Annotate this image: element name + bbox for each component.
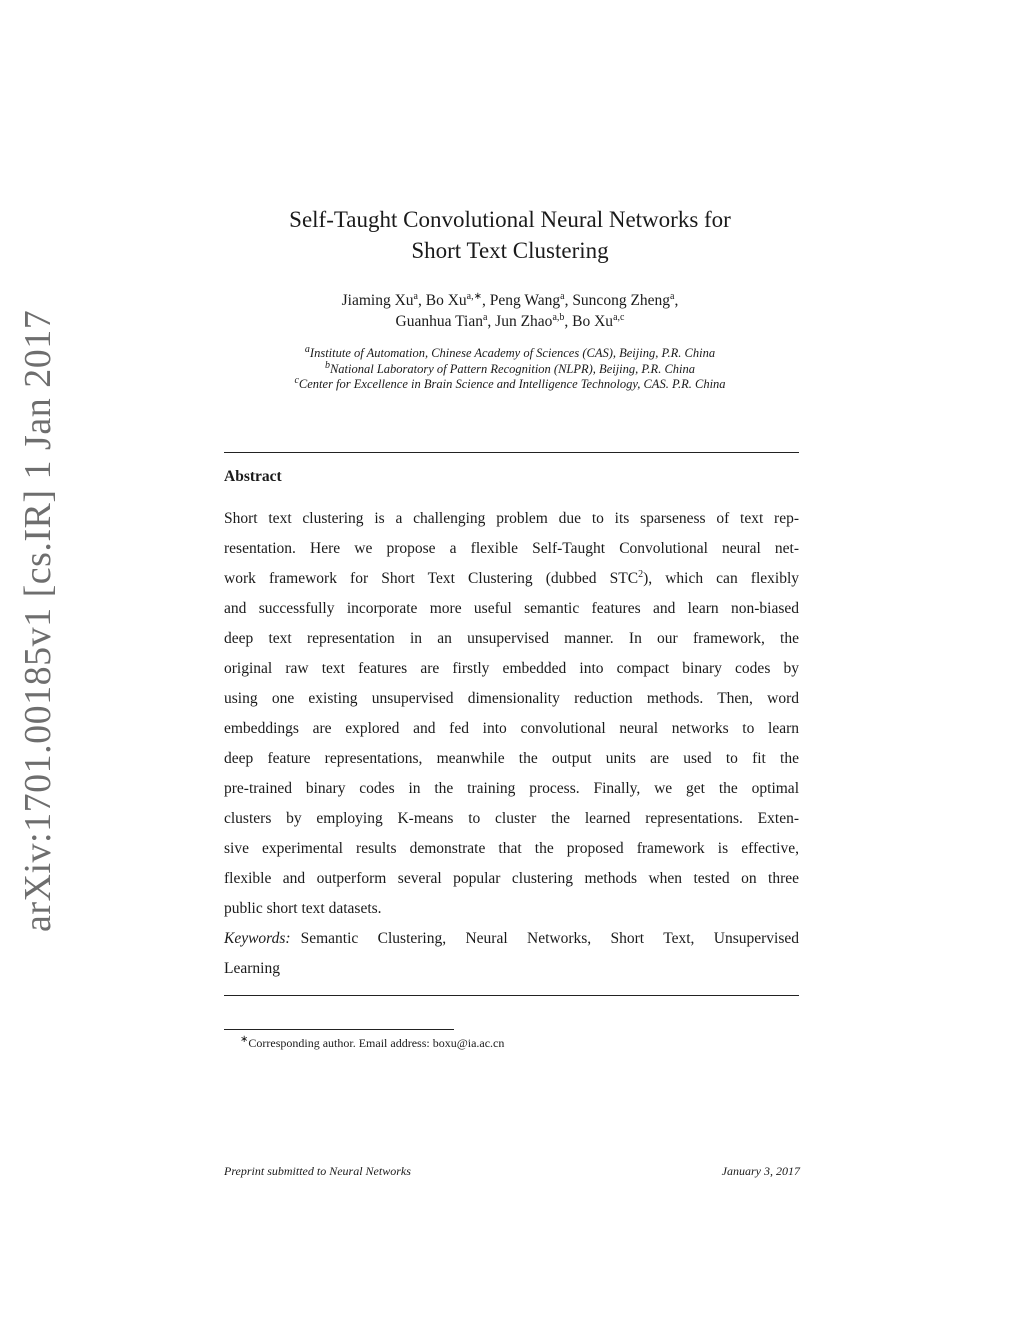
abstract-line: embeddings are explored and fed into convolutional neural networks to learn (224, 720, 799, 737)
abstract-line-text: work framework for Short Text Clustering (dubbed STC (224, 570, 639, 587)
affiliation-text: Institute of Automation, Chinese Academy of Sciences (CAS), Beijing, P.R. China (309, 346, 716, 360)
author-affil-sup: a,∗ (466, 290, 482, 302)
author-name: Bo Xu (572, 313, 614, 330)
preprint-note: Preprint submitted to Neural Networks (224, 1164, 411, 1178)
affiliation-text: National Laboratory of Pattern Recognition (NLPR), Beijing, P.R. China (329, 361, 696, 376)
abstract-line-text: ), which can flexibly (643, 570, 799, 587)
keywords-line: Learning (224, 960, 280, 977)
author-affil-sup: a,c (613, 311, 625, 323)
author-name: Guanhua Tian (395, 313, 483, 330)
abstract-bottom-rule (224, 995, 799, 996)
footnote-marker: ∗ (240, 1034, 249, 1045)
author-separator: , (674, 292, 679, 309)
affiliation-item (180, 374, 840, 393)
preprint-date: January 3, 2017 (721, 1164, 800, 1178)
abstract-line: clusters by employing K-means to cluster the learned representations. Exten- (224, 810, 799, 827)
affiliation-list (180, 343, 840, 393)
author-separator: , (417, 292, 426, 309)
paper-title (200, 204, 820, 266)
affiliation-text: Center for Excellence in Brain Science and Intelligence Technology, CAS. P.R. China (298, 377, 726, 391)
keywords-text: Semantic Clustering, Neural Networks, Short Text, Unsupervised (300, 930, 799, 947)
keywords-label: Keywords: (224, 930, 291, 947)
author-name: Jun Zhao (495, 313, 553, 330)
affiliation-sup: c (294, 374, 299, 386)
author-affil-sup: a (670, 290, 675, 302)
author-separator: , (481, 292, 490, 309)
affiliation-item (180, 359, 840, 378)
author-separator: , (564, 313, 573, 330)
author-list (200, 290, 820, 332)
abstract-line: using one existing unsupervised dimensionality reduction methods. Then, word (224, 690, 799, 707)
author-name: Suncong Zheng (572, 292, 671, 309)
abstract-line: deep feature representations, meanwhile the output units are used to fit the (224, 750, 799, 767)
footnote-text: Corresponding author. Email address: boxu@ia.ac.cn (248, 1036, 505, 1050)
abstract-body (224, 504, 799, 984)
author-line-2 (200, 311, 820, 332)
abstract-line: flexible and outperform several popular clustering methods when tested on three (224, 870, 799, 887)
abstract-line: deep text representation in an unsupervised manner. In our framework, the (224, 630, 799, 647)
abstract-line (224, 564, 799, 594)
author-separator: , (564, 292, 573, 309)
stc-superscript: 2 (638, 568, 644, 580)
abstract-line: original raw text features are firstly embedded into compact binary codes by (224, 660, 799, 677)
author-affil-sup: a (482, 311, 488, 323)
abstract-line: and successfully incorporate more useful semantic features and learn non-biased (224, 600, 799, 617)
author-affil-sup: a,b (552, 311, 565, 323)
abstract-line: sive experimental results demonstrate that the proposed framework is effective, (224, 840, 799, 857)
author-line-1 (200, 290, 820, 311)
abstract-line: public short text datasets. (224, 900, 382, 917)
footnote-rule (224, 1029, 454, 1030)
author-affil-sup: a (560, 290, 565, 302)
author-name: Peng Wang (489, 292, 561, 309)
arxiv-side-stamp: arXiv:1701.00185v1 [cs.IR] 1 Jan 2017 (17, 309, 59, 932)
corresponding-author-footnote (240, 1036, 504, 1051)
author-name: Jiaming Xu (341, 292, 414, 309)
abstract-line: pre-trained binary codes in the training process. Finally, we get the optimal (224, 780, 799, 797)
title-line-2: Short Text Clustering (411, 238, 609, 263)
author-separator: , (487, 313, 496, 330)
author-name: Bo Xu (425, 292, 467, 309)
abstract-heading: Abstract (224, 468, 282, 485)
affiliation-sup: a (304, 343, 310, 355)
affiliation-sup: b (324, 359, 330, 371)
keywords-line (224, 924, 799, 954)
title-line-1: Self-Taught Convolutional Neural Networks for (289, 207, 731, 232)
abstract-line: resentation. Here we propose a flexible Self-Taught Convolutional neural net- (224, 540, 799, 557)
affiliation-item (180, 343, 840, 362)
abstract-line: Short text clustering is a challenging problem due to its sparseness of text rep- (224, 510, 799, 527)
abstract-top-rule (224, 452, 799, 453)
author-affil-sup: a (413, 290, 418, 302)
